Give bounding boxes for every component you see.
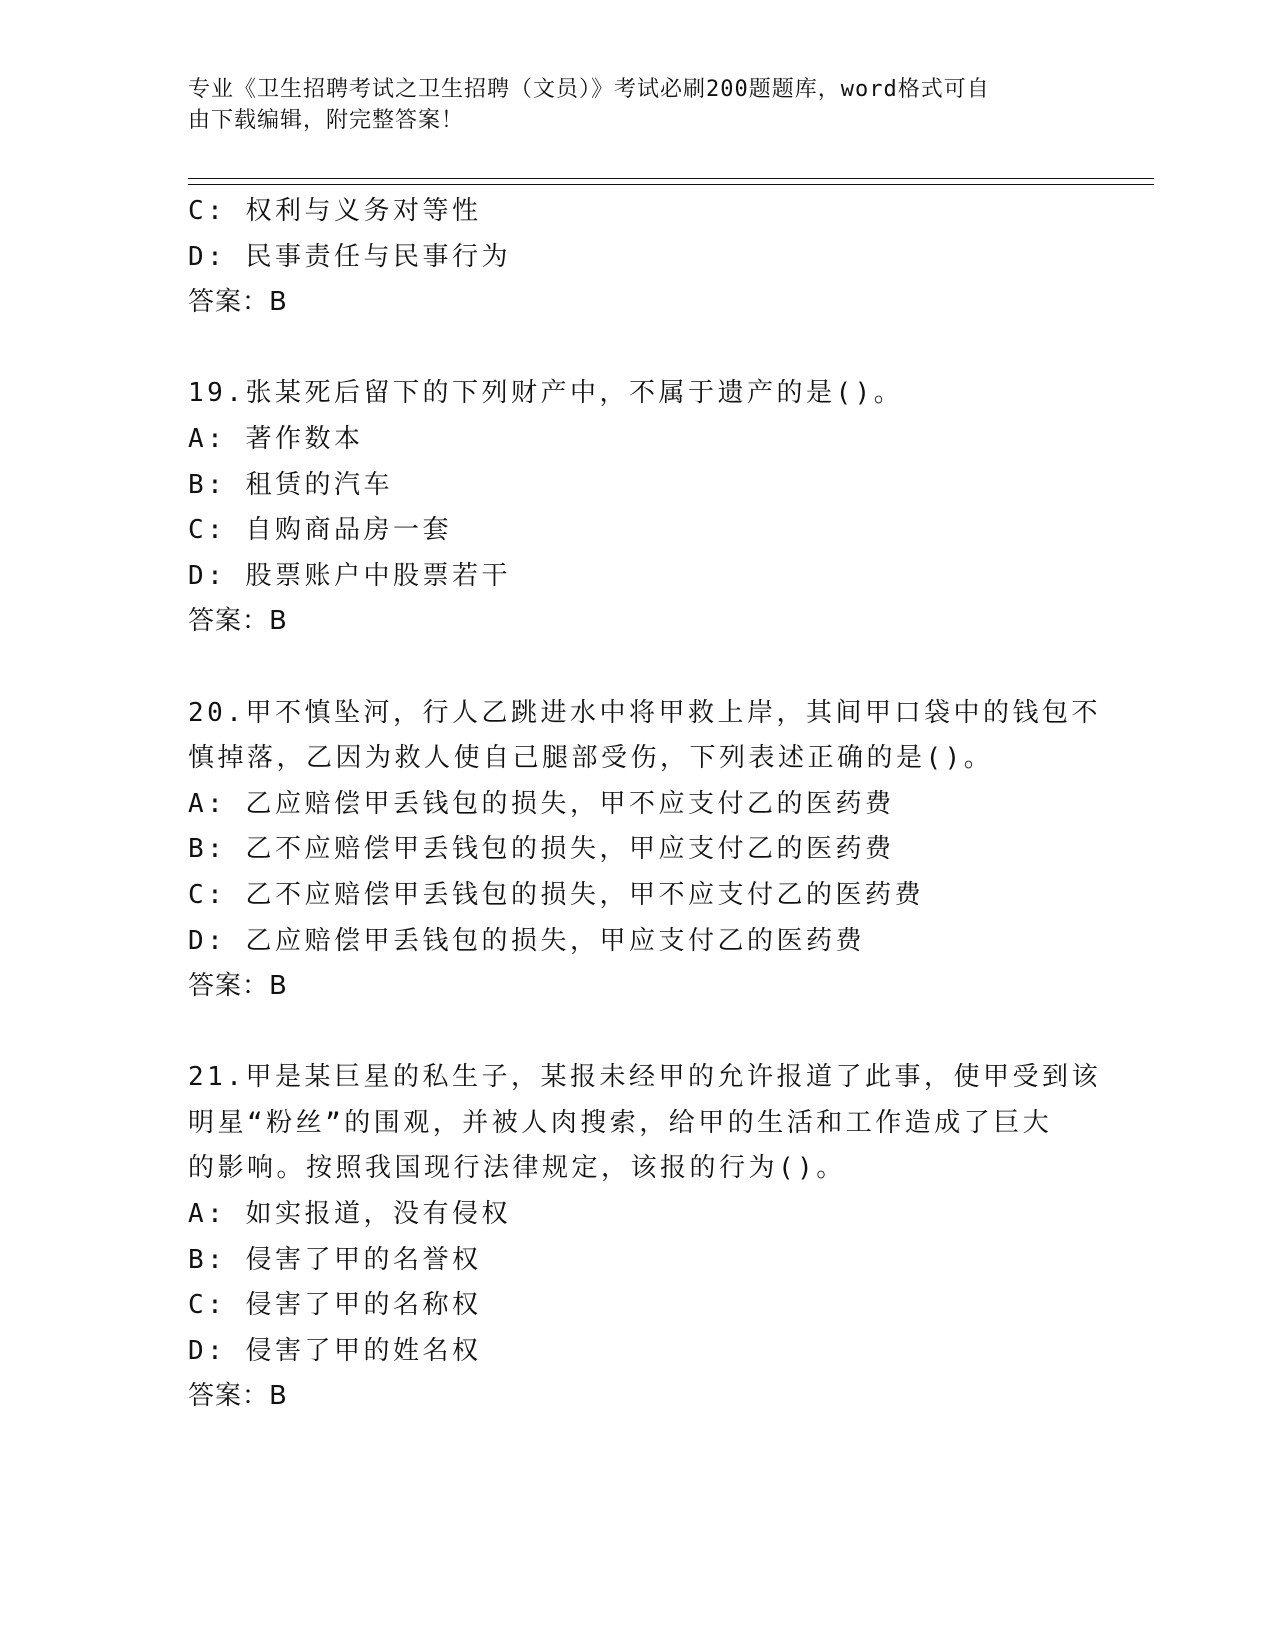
- header-divider-bottom: [188, 184, 1154, 185]
- question-stem-line: 21.甲是某巨星的私生子，某报未经甲的允许报道了此事，使甲受到该: [188, 1062, 1101, 1093]
- option-b: B: 侵害了甲的名誉权: [188, 1244, 482, 1275]
- spacer: [188, 1010, 1088, 1056]
- question-20: [188, 691, 1101, 1010]
- option-a: A: 著作数本: [188, 423, 364, 454]
- header-line-2: 由下载编辑，附完整答案！: [188, 108, 465, 133]
- option-a: A: 如实报道，没有侵权: [188, 1199, 511, 1230]
- question-list: [188, 189, 1101, 1420]
- question-stem-line: 慎掉落，乙因为救人使自己腿部受伤，下列表述正确的是()。: [188, 743, 994, 774]
- question-19: [188, 371, 1088, 645]
- option-b: B: 乙不应赔偿甲丢钱包的损失，甲应支付乙的医药费: [188, 834, 895, 865]
- option-c: C: 自购商品房一套: [188, 515, 452, 546]
- question-stem-line: 明星“粉丝”的围观，并被人肉搜索，给甲的生活和工作造成了巨大: [188, 1107, 1053, 1138]
- header-line-1: 专业《卫生招聘考试之卫生招聘（文员）》考试必刷200题题库，word格式可自: [188, 77, 990, 102]
- option-b: B: 租赁的汽车: [188, 469, 393, 500]
- option-d: D: 股票账户中股票若干: [188, 560, 511, 591]
- spacer: [188, 326, 1088, 372]
- question-21: [188, 1055, 1101, 1420]
- question-stem-line: 20.甲不慎坠河，行人乙跳进水中将甲救上岸，其间甲口袋中的钱包不: [188, 697, 1101, 728]
- header-divider-top: [188, 178, 1154, 179]
- spacer: [188, 645, 1088, 691]
- answer-line: 答案：B: [188, 606, 288, 637]
- option-d: D: 侵害了甲的姓名权: [188, 1335, 482, 1366]
- continued-question: [188, 189, 1088, 326]
- option-d: D: 民事责任与民事行为: [188, 241, 511, 272]
- document-header: [188, 74, 1068, 136]
- question-stem-line: 19.张某死后留下的下列财产中，不属于遗产的是()。: [188, 378, 904, 409]
- answer-line: 答案：B: [188, 971, 288, 1002]
- option-c: C: 侵害了甲的名称权: [188, 1290, 482, 1321]
- answer-line: 答案：B: [188, 287, 288, 318]
- answer-line: 答案：B: [188, 1381, 288, 1412]
- question-stem-line: 的影响。按照我国现行法律规定，该报的行为()。: [188, 1153, 846, 1184]
- option-c: C: 权利与义务对等性: [188, 196, 482, 226]
- option-a: A: 乙应赔偿甲丢钱包的损失，甲不应支付乙的医药费: [188, 788, 895, 819]
- option-d: D: 乙应赔偿甲丢钱包的损失，甲应支付乙的医药费: [188, 925, 865, 956]
- option-c: C: 乙不应赔偿甲丢钱包的损失，甲不应支付乙的医药费: [188, 879, 924, 910]
